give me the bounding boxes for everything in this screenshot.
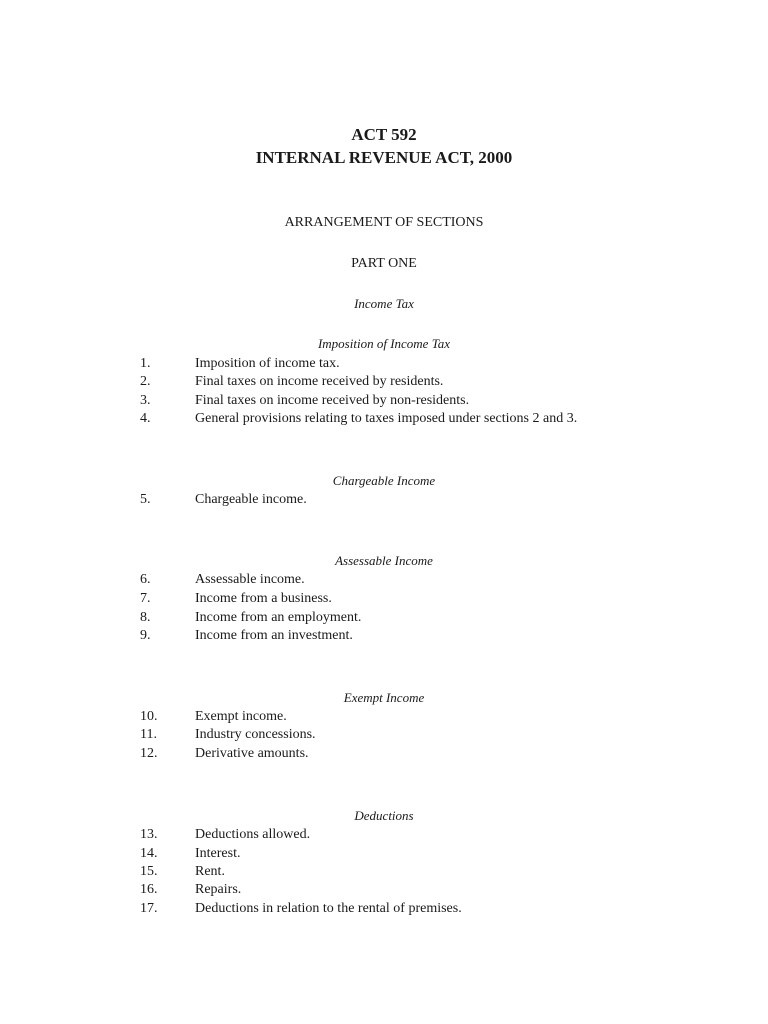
section-title: Income from a business.: [195, 591, 332, 606]
section-number: 8.: [140, 610, 151, 625]
group-heading: Assessable Income: [335, 553, 433, 568]
section-title: Derivative amounts.: [195, 746, 309, 761]
section-row: [0, 881, 768, 899]
group-heading: Imposition of Income Tax: [317, 336, 451, 351]
section-number: 14.: [140, 846, 158, 861]
section-row: [0, 609, 768, 627]
section-title: Final taxes on income received by residents.: [195, 374, 444, 389]
section-row: [0, 826, 768, 844]
section-number: 2.: [140, 374, 151, 389]
section-number: 10.: [140, 709, 158, 724]
section-row: [0, 355, 768, 373]
section-title: Repairs.: [195, 882, 242, 897]
section-number: 17.: [140, 901, 158, 916]
section-row: [0, 373, 768, 391]
section-title: Rent.: [195, 864, 225, 879]
section-row: [0, 900, 768, 918]
section-title: Deductions allowed.: [195, 827, 311, 842]
section-number: 1.: [140, 356, 151, 371]
section-number: 12.: [140, 746, 158, 761]
group-heading: Deductions: [354, 808, 414, 823]
section-title: Income from an investment.: [195, 628, 353, 643]
section-title: Income from an employment.: [195, 610, 362, 625]
section-title: Assessable income.: [195, 572, 305, 587]
section-title: Chargeable income.: [195, 492, 307, 507]
section-row: [0, 863, 768, 881]
section-row: [0, 491, 768, 509]
section-row: [0, 745, 768, 763]
section-title: Deductions in relation to the rental of premises.: [195, 901, 462, 916]
section-title: Industry concessions.: [195, 727, 316, 742]
section-number: 13.: [140, 827, 158, 842]
section-title: Imposition of income tax.: [195, 356, 340, 371]
section-number: 16.: [140, 882, 158, 897]
section-row: [0, 845, 768, 863]
section-number: 6.: [140, 572, 151, 587]
part-heading: PART ONE: [351, 256, 417, 271]
act-number: ACT 592: [351, 125, 417, 144]
section-row: [0, 726, 768, 744]
group-heading: Exempt Income: [343, 690, 425, 705]
arrangement-heading: ARRANGEMENT OF SECTIONS: [284, 215, 484, 230]
section-number: 3.: [140, 393, 151, 408]
section-row: [0, 708, 768, 726]
section-row: [0, 627, 768, 645]
section-number: 7.: [140, 591, 151, 606]
section-title: General provisions relating to taxes imposed under sections 2 and 3.: [195, 411, 578, 426]
part-subtitle: Income Tax: [354, 296, 414, 311]
section-number: 15.: [140, 864, 158, 879]
group-heading: Chargeable Income: [332, 473, 436, 488]
section-number: 5.: [140, 492, 151, 507]
section-row: [0, 590, 768, 608]
section-row: [0, 392, 768, 410]
section-row: [0, 410, 768, 428]
section-row: [0, 571, 768, 589]
section-number: 4.: [140, 411, 151, 426]
act-title: INTERNAL REVENUE ACT, 2000: [255, 148, 513, 167]
section-number: 9.: [140, 628, 151, 643]
section-title: Final taxes on income received by non-residents.: [195, 393, 470, 408]
section-title: Exempt income.: [195, 709, 287, 724]
section-title: Interest.: [195, 846, 241, 861]
section-number: 11.: [140, 727, 157, 742]
